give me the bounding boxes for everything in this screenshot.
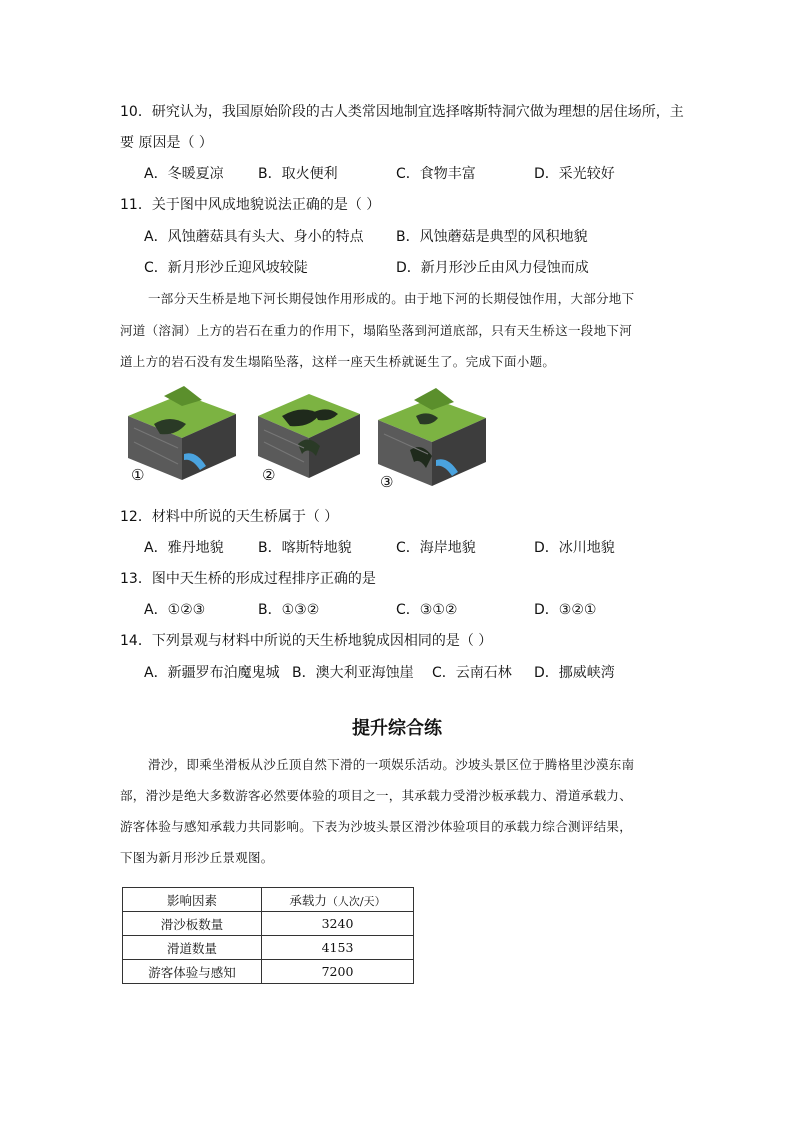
material2-line3: 游客体验与感知承载力共同影响。下表为沙坡头景区滑沙体验项目的承载力综合测评结果， bbox=[120, 819, 633, 834]
q10-stem-line1: 10．研究认为，我国原始阶段的古人类常因地制宜选择喀斯特洞穴做为理想的居住场所，主 bbox=[120, 104, 684, 120]
material1-line3: 道上方的岩石没有发生塌陷坠落，这样一座天生桥就诞生了。完成下面小题。 bbox=[120, 354, 556, 369]
table-cell-capacity: 7200 bbox=[262, 960, 414, 984]
q14-option-a: A．新疆罗布泊魔鬼城 bbox=[144, 665, 280, 681]
q10-option-b: B．取火便利 bbox=[258, 166, 338, 182]
q12-stem: 12．材料中所说的天生桥属于（ ） bbox=[120, 509, 339, 525]
q10-option-a: A．冬暖夏凉 bbox=[144, 166, 224, 182]
material1-line2: 河道（溶洞）上方的岩石在重力的作用下，塌陷坠落到河道底部，只有天生桥这一段地下河 bbox=[120, 323, 633, 338]
table-row bbox=[123, 912, 414, 936]
q14-stem: 14．下列景观与材料中所说的天生桥地貌成因相同的是（ ） bbox=[120, 633, 493, 649]
table-cell-factor: 滑道数量 bbox=[123, 936, 262, 960]
q11-option-a: A．风蚀蘑菇具有头大、身小的特点 bbox=[144, 229, 364, 245]
material2-line2: 部，滑沙是绝大多数游客必然要体验的项目之一，其承载力受滑沙板承载力、滑道承载力、 bbox=[120, 788, 633, 803]
table-header-factor: 影响因素 bbox=[123, 888, 262, 912]
q14-option-c: C．云南石林 bbox=[432, 665, 512, 681]
q13-option-b: B．①③② bbox=[258, 602, 320, 618]
table-cell-capacity: 4153 bbox=[262, 936, 414, 960]
capacity-table bbox=[122, 887, 414, 984]
q11-option-d: D．新月形沙丘由风力侵蚀而成 bbox=[396, 260, 589, 276]
q10-option-c: C．食物丰富 bbox=[396, 166, 476, 182]
q13-option-a: A．①②③ bbox=[144, 602, 206, 618]
q12-option-d: D．冰川地貌 bbox=[534, 540, 615, 556]
q10-stem-line2: 要 原因是（ ） bbox=[120, 135, 213, 151]
table-cell-capacity: 3240 bbox=[262, 912, 414, 936]
section-title: 提升综合练 bbox=[352, 718, 442, 739]
material2-line1: 滑沙，即乘坐滑板从沙丘顶自然下滑的一项娱乐活动。沙坡头景区位于腾格里沙漠东南 bbox=[148, 757, 635, 772]
q11-option-b: B．风蚀蘑菇是典型的风积地貌 bbox=[396, 229, 588, 245]
material1-line1: 一部分天生桥是地下河长期侵蚀作用形成的。由于地下河的长期侵蚀作用，大部分地下 bbox=[148, 291, 635, 306]
figure-label-1: ① bbox=[131, 466, 145, 484]
q13-stem: 13．图中天生桥的形成过程排序正确的是 bbox=[120, 571, 376, 587]
material2-line4: 下图为新月形沙丘景观图。 bbox=[120, 850, 274, 865]
table-row bbox=[123, 936, 414, 960]
q11-stem: 11．关于图中风成地貌说法正确的是（ ） bbox=[120, 197, 381, 213]
figure-label-3: ③ bbox=[380, 473, 394, 491]
q12-option-a: A．雅丹地貌 bbox=[144, 540, 224, 556]
table-header-unit: （人次/天） bbox=[326, 894, 386, 908]
q11-option-c: C．新月形沙丘迎风坡较陡 bbox=[144, 260, 308, 276]
figure-label-2: ② bbox=[262, 466, 276, 484]
q13-option-c: C．③①② bbox=[396, 602, 458, 618]
q12-option-c: C．海岸地貌 bbox=[396, 540, 476, 556]
q10-option-d: D．采光较好 bbox=[534, 166, 615, 182]
table-row bbox=[123, 960, 414, 984]
q14-option-b: B．澳大利亚海蚀崖 bbox=[292, 665, 414, 681]
q14-option-d: D．挪威峡湾 bbox=[534, 665, 615, 681]
table-cell-factor: 滑沙板数量 bbox=[123, 912, 262, 936]
q13-option-d: D．③②① bbox=[534, 602, 597, 618]
table-cell-factor: 游客体验与感知 bbox=[123, 960, 262, 984]
table-header-capacity-label: 承载力 bbox=[289, 892, 327, 908]
table-header-row bbox=[123, 888, 414, 912]
table-header-capacity bbox=[262, 888, 414, 912]
q12-option-b: B．喀斯特地貌 bbox=[258, 540, 352, 556]
